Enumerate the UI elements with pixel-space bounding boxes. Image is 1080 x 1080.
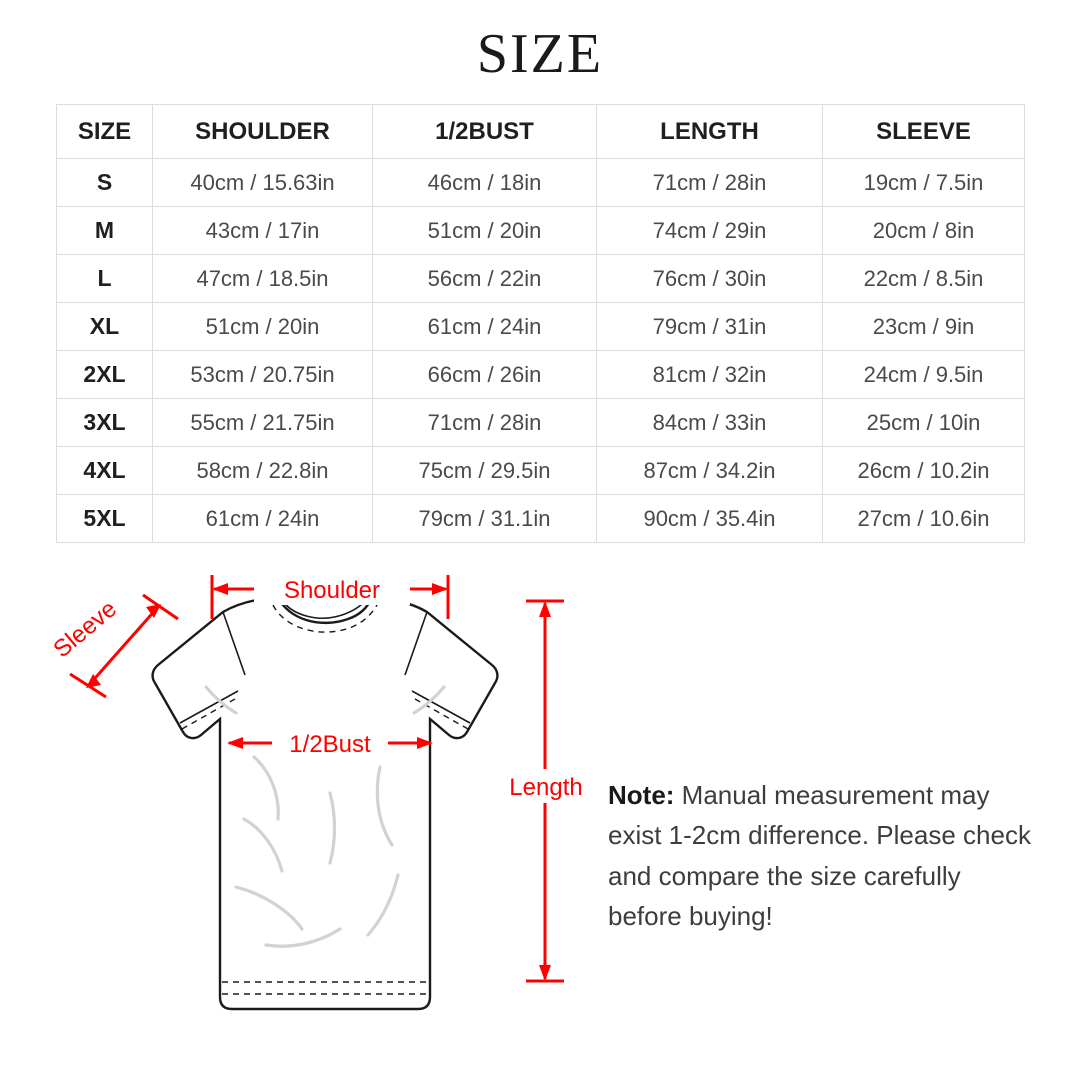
size-table-container [56, 104, 1024, 543]
cell-size: L [57, 255, 153, 303]
page-title: SIZE [476, 23, 604, 85]
cell-shoulder: 43cm / 17in [153, 207, 373, 255]
table-row [57, 447, 1025, 495]
cell-size: M [57, 207, 153, 255]
cell-bust: 51cm / 20in [373, 207, 597, 255]
cell-sleeve: 20cm / 8in [823, 207, 1025, 255]
cell-length: 90cm / 35.4in [597, 495, 823, 543]
note-label: Note: [608, 780, 675, 810]
table-row [57, 303, 1025, 351]
label-bust: 1/2Bust [289, 731, 371, 758]
cell-bust: 79cm / 31.1in [373, 495, 597, 543]
table-header-row [57, 105, 1025, 159]
cell-size: 2XL [57, 351, 153, 399]
column-header-length: LENGTH [597, 105, 823, 159]
cell-length: 79cm / 31in [597, 303, 823, 351]
tshirt-diagram [30, 557, 610, 1067]
length-measure [508, 601, 584, 981]
cell-sleeve: 24cm / 9.5in [823, 351, 1025, 399]
label-sleeve: Sleeve [48, 595, 122, 664]
table-row [57, 255, 1025, 303]
table-row [57, 207, 1025, 255]
cell-shoulder: 55cm / 21.75in [153, 399, 373, 447]
table-row [57, 399, 1025, 447]
column-header-sleeve: SLEEVE [823, 105, 1025, 159]
column-header-shoulder: SHOULDER [153, 105, 373, 159]
measurement-diagram-section [0, 557, 1080, 1067]
cell-sleeve: 23cm / 9in [823, 303, 1025, 351]
label-shoulder: Shoulder [283, 577, 381, 604]
cell-bust: 75cm / 29.5in [373, 447, 597, 495]
cell-sleeve: 25cm / 10in [823, 399, 1025, 447]
cell-sleeve: 19cm / 7.5in [823, 159, 1025, 207]
cell-shoulder: 47cm / 18.5in [153, 255, 373, 303]
cell-shoulder: 58cm / 22.8in [153, 447, 373, 495]
cell-sleeve: 26cm / 10.2in [823, 447, 1025, 495]
size-table [56, 104, 1025, 543]
cell-size: 5XL [57, 495, 153, 543]
cell-size: 3XL [57, 399, 153, 447]
cell-length: 81cm / 32in [597, 351, 823, 399]
cell-sleeve: 22cm / 8.5in [823, 255, 1025, 303]
cell-length: 76cm / 30in [597, 255, 823, 303]
label-length: Length [509, 774, 583, 801]
cell-bust: 66cm / 26in [373, 351, 597, 399]
cell-size: S [57, 159, 153, 207]
cell-sleeve: 27cm / 10.6in [823, 495, 1025, 543]
table-row [57, 351, 1025, 399]
cell-size: XL [57, 303, 153, 351]
column-header-bust: 1/2BUST [373, 105, 597, 159]
cell-bust: 71cm / 28in [373, 399, 597, 447]
cell-bust: 56cm / 22in [373, 255, 597, 303]
cell-bust: 61cm / 24in [373, 303, 597, 351]
note-text: Manual measurement may exist 1-2cm difference. Please check and compare the size carefully before buying! [608, 780, 1031, 931]
cell-length: 87cm / 34.2in [597, 447, 823, 495]
cell-length: 71cm / 28in [597, 159, 823, 207]
cell-shoulder: 51cm / 20in [153, 303, 373, 351]
tshirt-illustration [153, 597, 498, 1009]
cell-size: 4XL [57, 447, 153, 495]
cell-shoulder: 53cm / 20.75in [153, 351, 373, 399]
cell-length: 74cm / 29in [597, 207, 823, 255]
table-row [57, 495, 1025, 543]
cell-shoulder: 61cm / 24in [153, 495, 373, 543]
cell-shoulder: 40cm / 15.63in [153, 159, 373, 207]
cell-length: 84cm / 33in [597, 399, 823, 447]
column-header-size: SIZE [57, 105, 153, 159]
cell-bust: 46cm / 18in [373, 159, 597, 207]
note-block [608, 775, 1038, 936]
table-row [57, 159, 1025, 207]
